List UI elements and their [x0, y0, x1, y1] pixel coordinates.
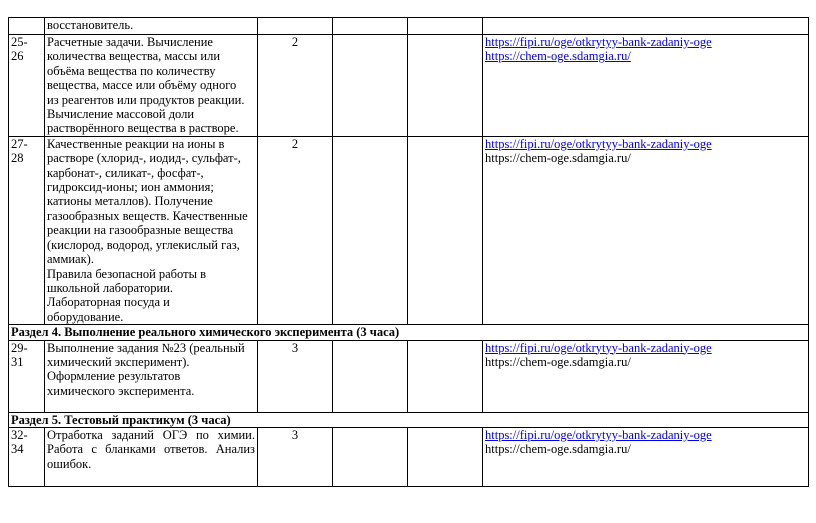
topic-text: восстановитель. — [47, 18, 134, 32]
empty-cell — [408, 35, 483, 137]
empty-cell — [333, 18, 408, 35]
table-row-29-31 — [9, 340, 809, 412]
empty-cell — [333, 35, 408, 137]
section-header-5 — [9, 412, 809, 427]
lesson-number: 32- 34 — [9, 427, 45, 486]
fipi-link[interactable]: https://fipi.ru/oge/otkrytyy-bank-zadaniy-oge — [485, 427, 712, 442]
lesson-number: 25- 26 — [9, 35, 45, 137]
lesson-resources — [483, 427, 809, 486]
lesson-hours: 2 — [258, 35, 333, 137]
fipi-link[interactable]: https://fipi.ru/oge/otkrytyy-bank-zadaniy-oge — [485, 35, 712, 49]
section-header-4 — [9, 325, 809, 340]
empty-cell — [408, 427, 483, 486]
lesson-resources — [483, 340, 809, 412]
section-title: Раздел 4. Выполнение реального химического эксперимента (3 часа) — [9, 325, 809, 340]
topic-cell — [45, 18, 258, 35]
table-row-27-28 — [9, 136, 809, 324]
lesson-topic: Отработка заданий ОГЭ по химии. Работа с бланками ответов. Анализ ошибок. — [45, 427, 258, 486]
lesson-resources — [483, 35, 809, 137]
lesson-resources — [483, 136, 809, 324]
empty-cell — [408, 340, 483, 412]
lesson-number: 29- 31 — [9, 340, 45, 412]
table-row-25-26 — [9, 35, 809, 137]
empty-cell — [333, 427, 408, 486]
table-row-continuation — [9, 18, 809, 35]
sdamgia-text: https://chem-oge.sdamgia.ru/ — [485, 442, 631, 457]
fipi-link[interactable]: https://fipi.ru/oge/otkrytyy-bank-zadaniy-oge — [485, 340, 712, 355]
empty-cell — [408, 136, 483, 324]
lesson-hours: 2 — [258, 136, 333, 324]
lesson-topic: Расчетные задачи. Вычисление количества вещества, массы или объёма вещества по количеству вещества, массе или объёму одного из реагентов или продуктов реакции. Вычисление массовой доли растворённого вещества в растворе. — [45, 35, 258, 137]
lesson-hours: 3 — [258, 427, 333, 486]
sdamgia-text: https://chem-oge.sdamgia.ru/ — [485, 354, 631, 369]
section-title: Раздел 5. Тестовый практикум (3 часа) — [9, 412, 809, 427]
num-cell — [9, 18, 45, 35]
sdamgia-link[interactable]: https://chem-oge.sdamgia.ru/ — [485, 49, 631, 64]
curriculum-table — [8, 17, 809, 487]
fipi-link[interactable]: https://fipi.ru/oge/otkrytyy-bank-zadaniy-oge — [485, 136, 712, 151]
lesson-topic: Выполнение задания №23 (реальный химический эксперимент). Оформление результатов химического эксперимента. — [45, 340, 258, 412]
table-row-32-34 — [9, 427, 809, 486]
empty-cell — [333, 136, 408, 324]
empty-cell — [333, 340, 408, 412]
resources-cell — [483, 18, 809, 35]
hours-cell — [258, 18, 333, 35]
lesson-hours: 3 — [258, 340, 333, 412]
lesson-number: 27- 28 — [9, 136, 45, 324]
sdamgia-text: https://chem-oge.sdamgia.ru/ — [485, 151, 631, 166]
empty-cell — [408, 18, 483, 35]
lesson-topic: Качественные реакции на ионы в растворе (хлорид-, иодид-, сульфат-, карбонат-, силикат-, фосфат-, гидроксид-ионы; ион аммония; катионы металлов). Получение газообразных веществ. Качественные реакции на газообразные вещества (кислород, водород, углекислый газ, аммиак). Правила безопасной работы в школьной лаборатории. Лабораторная посуда и оборудование. — [45, 136, 258, 324]
